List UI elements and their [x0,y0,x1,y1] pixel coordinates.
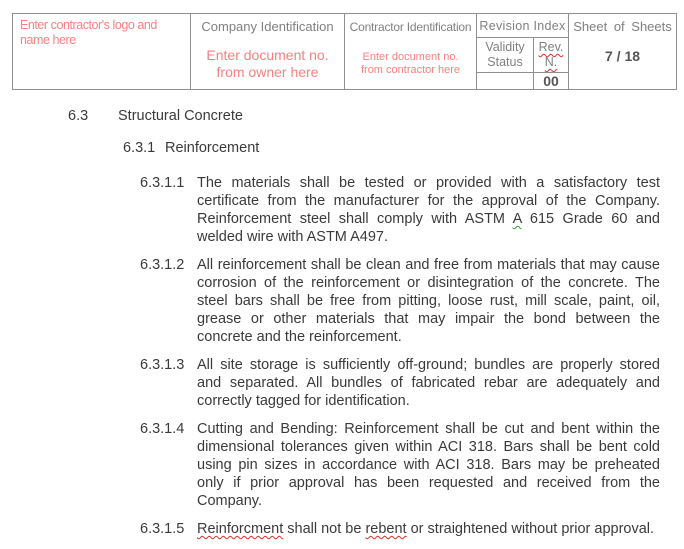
spellcheck-marked-word: rebent [365,521,407,537]
clause-6312 [140,256,660,346]
clause-text: Cutting and Bending: Reinforcement shall be cut and bent within the dimensional tolerances given within ACI 318. Bars shall be bent cold using pin sizes in accordance with ACI 318. Bars may be preheated only if prior approval has been requested and received from the Company. [197,421,660,509]
contractor-logo-cell[interactable] [13,14,191,89]
validity-status-label: Validity Status [477,38,534,72]
revision-index-headers [477,38,568,72]
clause-6313 [140,356,660,410]
owner-document-no-placeholder[interactable]: Enter document no. from owner here [206,47,329,80]
clause-number: 6.3.1.3 [140,357,185,373]
sheet-number-value: 7 / 18 [604,48,641,64]
clause-number: 6.3.1.5 [140,521,185,537]
contractor-identification-label: Contractor Identification [349,20,472,34]
section-title: Structural Concrete [118,108,243,124]
grammar-marked-word: A [512,211,522,227]
contractor-logo-placeholder[interactable]: Enter contractor's logo and name here [20,18,157,47]
section-number: 6.3 [68,108,89,124]
clause-list [140,174,660,538]
rev-number-label [534,38,568,72]
clause-6314 [140,420,660,510]
clause-text: All reinforcement shall be clean and free from materials that may cause corrosion of the reinforcement or disintegration of the concrete. The steel bars shall be free from pitting, loose rust, mill scale, paint, oil, grease or other materials that may impair the bond between the concrete and the reinforcement. [197,257,660,345]
sheet-of-sheets-label: Sheet of Sheets [573,19,672,34]
clause-number: 6.3.1.1 [140,175,185,191]
clause-number: 6.3.1.2 [140,257,185,273]
clause-text: All site storage is sufficiently off-ground; bundles are properly stored and separated. All bundles of fabricated rebar are adequately and correctly tagged for identification. [197,357,660,409]
clause-6315 [140,520,660,538]
contractor-document-no-placeholder[interactable]: Enter document no. from contractor here [360,51,461,76]
clause-text [197,174,660,246]
clause-text-part: shall not be [283,521,366,537]
clause-text-part: or straightened without prior approval. [406,521,655,537]
revision-index-label: Revision Index [477,14,568,38]
clause-text-part: The materials shall be tested or provided with a satisfactory test certificate from the manufacturer for the approval of the Company. Reinforcement steel shall comply with ASTM [197,175,660,227]
clause-text [197,520,660,538]
clause-text-part: 615 Grade 60 and welded wire with ASTM A497. [197,211,660,245]
rev-label-line2: N. [544,55,558,69]
company-identification-cell [191,14,345,89]
contractor-identification-cell [345,14,477,89]
subsection-title: Reinforcement [165,140,260,156]
validity-status-value [477,73,534,89]
company-identification-label: Company Identification [201,19,334,34]
title-block-table [12,13,677,90]
document-body [0,107,684,538]
revision-index-cell [477,14,569,89]
subsection-number: 6.3.1 [123,140,156,156]
rev-label-line1: Rev. [538,40,564,54]
clause-number: 6.3.1.4 [140,421,185,437]
revision-index-values [477,72,568,89]
section-heading [68,107,684,125]
sheet-of-sheets-cell [569,14,676,89]
spellcheck-marked-word: Reinforcment [197,521,284,537]
rev-number-value: 00 [543,72,559,89]
clause-6311 [140,174,660,246]
subsection-heading [123,139,684,157]
